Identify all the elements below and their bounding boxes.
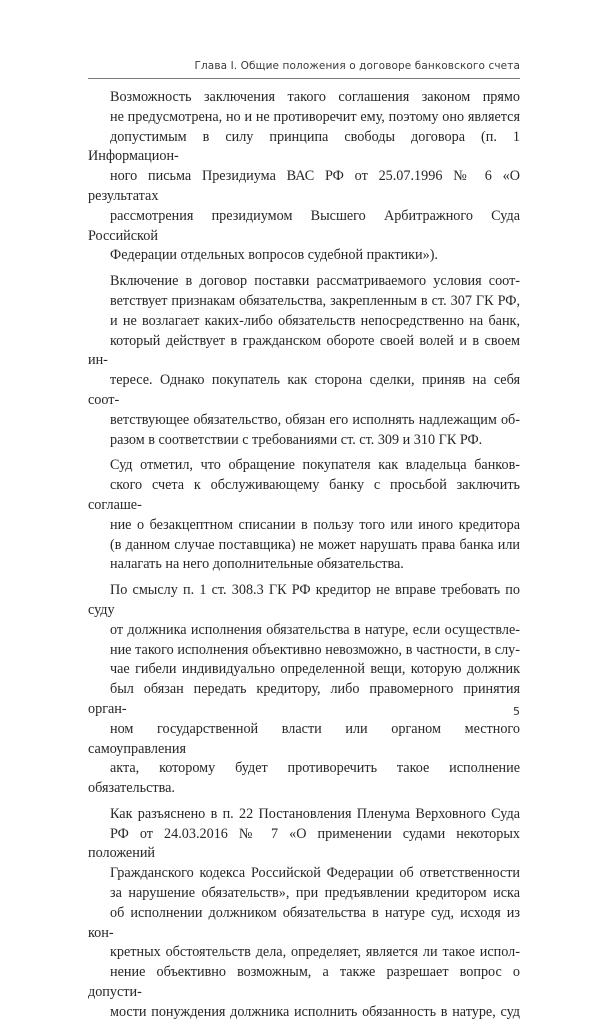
text-line: нение объективно возможным, а также разрешает вопрос о допусти- <box>88 964 520 1001</box>
paragraph-1 <box>88 88 520 266</box>
text-line: налагать на него дополнительные обязательства. <box>110 556 404 573</box>
text-line: был обязан передать кредитору, либо правомерного принятия орган- <box>88 681 520 717</box>
text-line: не предусмотрена, но и не противоречит ему, поэтому оно является <box>110 108 520 125</box>
text-line: ского счета к обслуживающему банку с просьбой заключить соглаше- <box>88 477 520 513</box>
running-head-title: Глава I. Общие положения о договоре банковского счета <box>194 60 520 72</box>
header-divider <box>88 78 520 79</box>
text-line: Гражданского кодекса Российской Федерации об ответственности <box>110 865 520 882</box>
text-line: ветствует признакам обязательства, закрепленным в ст. 307 ГК РФ, <box>110 292 520 309</box>
text-line: допустимым в силу принципа свободы договора (п. 1 Информацион- <box>88 128 520 165</box>
paragraph-4 <box>88 581 520 799</box>
text-line: тересе. Однако покупатель как сторона сделки, приняв на себя соот- <box>88 372 520 408</box>
text-line: за нарушение обязательств», при предъявлении кредитором иска <box>110 885 520 902</box>
text-line: и не возлагает каких-либо обязательств непосредственно на банк, <box>110 312 520 329</box>
text-line: ном государственной власти или органом местного самоуправления <box>88 720 520 757</box>
text-line: Суд отметил, что обращение покупателя как владельца банков- <box>110 457 520 474</box>
text-line: рассмотрения президиумом Высшего Арбитражного Суда Российской <box>88 207 520 244</box>
text-line: РФ от 24.03.2016 № 7 «О применении судами некоторых положений <box>88 825 520 862</box>
text-line: мости понуждения должника исполнить обязанность в натуре, суд <box>110 1003 520 1020</box>
text-line: Федерации отдельных вопросов судебной практики»). <box>110 247 438 264</box>
text-line: Возможность заключения такого соглашения законом прямо <box>110 89 520 105</box>
page-number: 5 <box>513 705 520 718</box>
text-line: ние такого исполнения объективно невозможно, в частности, в слу- <box>110 641 520 658</box>
page-body <box>88 88 520 1023</box>
paragraph-2 <box>88 272 520 450</box>
text-line: акта, которому будет противоречить такое исполнение обязательства. <box>88 760 520 797</box>
paragraph-3 <box>88 456 520 575</box>
text-line: кретных обстоятельств дела, определяет, является ли такое испол- <box>110 944 520 961</box>
text-line: ветствующее обязательство, обязан его исполнять надлежащим об- <box>110 411 520 428</box>
text-line: от должника исполнения обязательства в натуре, если осуществле- <box>110 621 520 638</box>
text-line: чае гибели индивидуально определенной вещи, которую должник <box>110 661 520 678</box>
text-line: (в данном случае поставщика) не может нарушать права банка или <box>110 536 520 553</box>
text-line: Включение в договор поставки рассматриваемого условия соот- <box>110 273 520 290</box>
text-line: По смыслу п. 1 ст. 308.3 ГК РФ кредитор не вправе требовать по суду <box>88 582 520 618</box>
text-line: Как разъяснено в п. 22 Постановления Пленума Верховного Суда <box>110 805 520 822</box>
text-line: который действует в гражданском обороте своей волей и в своем ин- <box>88 332 520 369</box>
paragraph-5 <box>88 805 520 1023</box>
text-line: ного письма Президиума ВАС РФ от 25.07.1996 № 6 «О результатах <box>88 168 520 204</box>
text-line: разом в соответствии с требованиями ст. ст. 309 и 310 ГК РФ. <box>110 431 483 448</box>
text-line: об исполнении должником обязательства в натуре суд, исходя из кон- <box>88 904 520 941</box>
text-line: ние о безакцептном списании в пользу того или иного кредитора <box>110 516 520 533</box>
